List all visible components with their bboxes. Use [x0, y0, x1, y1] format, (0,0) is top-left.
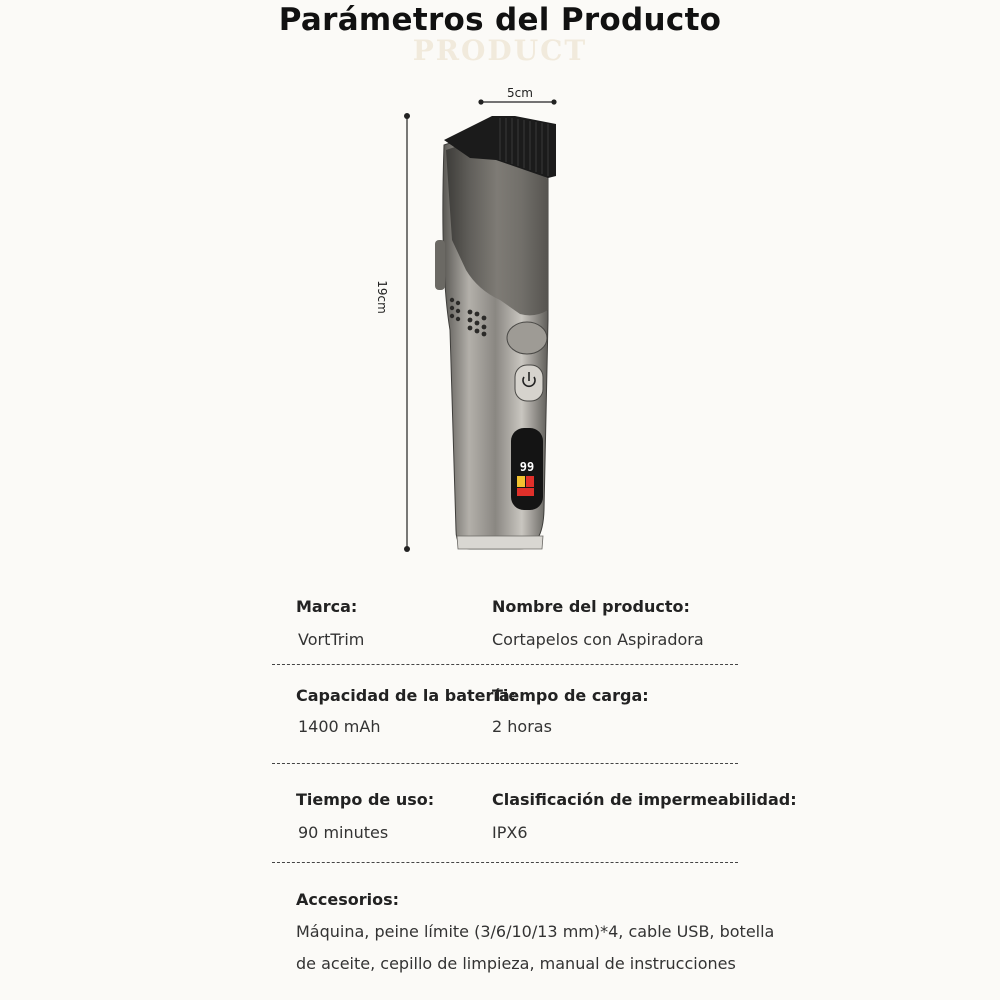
usage-time-label: Tiempo de uso:	[296, 790, 435, 809]
battery-value: 1400 mAh	[298, 717, 381, 736]
width-dimension-label: 5cm	[507, 86, 533, 100]
brand-label: Marca:	[296, 597, 358, 616]
lcd-digits: 99	[519, 460, 535, 474]
product-name-label: Nombre del producto:	[492, 597, 690, 616]
base-ring	[457, 536, 543, 549]
waterproof-label: Clasificación de impermeabilidad:	[492, 790, 797, 809]
brand-value: VortTrim	[298, 630, 365, 649]
product-name-value: Cortapelos con Aspiradora	[492, 630, 704, 649]
usage-time-value: 90 minutes	[298, 823, 389, 842]
charge-time-value: 2 horas	[492, 717, 552, 736]
charge-time-label: Tiempo de carga:	[492, 686, 649, 705]
battery-label: Capacidad de la batería:	[296, 686, 517, 705]
adjustment-dial	[435, 240, 445, 290]
page-title: Parámetros del Producto	[278, 2, 722, 38]
power-button	[515, 365, 543, 401]
divider-3	[272, 862, 738, 863]
release-cap	[507, 322, 547, 354]
waterproof-value: IPX6	[492, 823, 528, 842]
accessories-label: Accesorios:	[296, 890, 400, 909]
divider-2	[272, 763, 738, 764]
watermark-text: PRODUCT	[412, 34, 588, 67]
height-dimension-label: 19cm	[374, 280, 389, 314]
accessories-value: Máquina, peine límite (3/6/10/13 mm)*4, cable USB, botella de aceite, cepillo de limpieza, manual de instrucciones	[296, 922, 775, 973]
divider-1	[272, 664, 738, 665]
